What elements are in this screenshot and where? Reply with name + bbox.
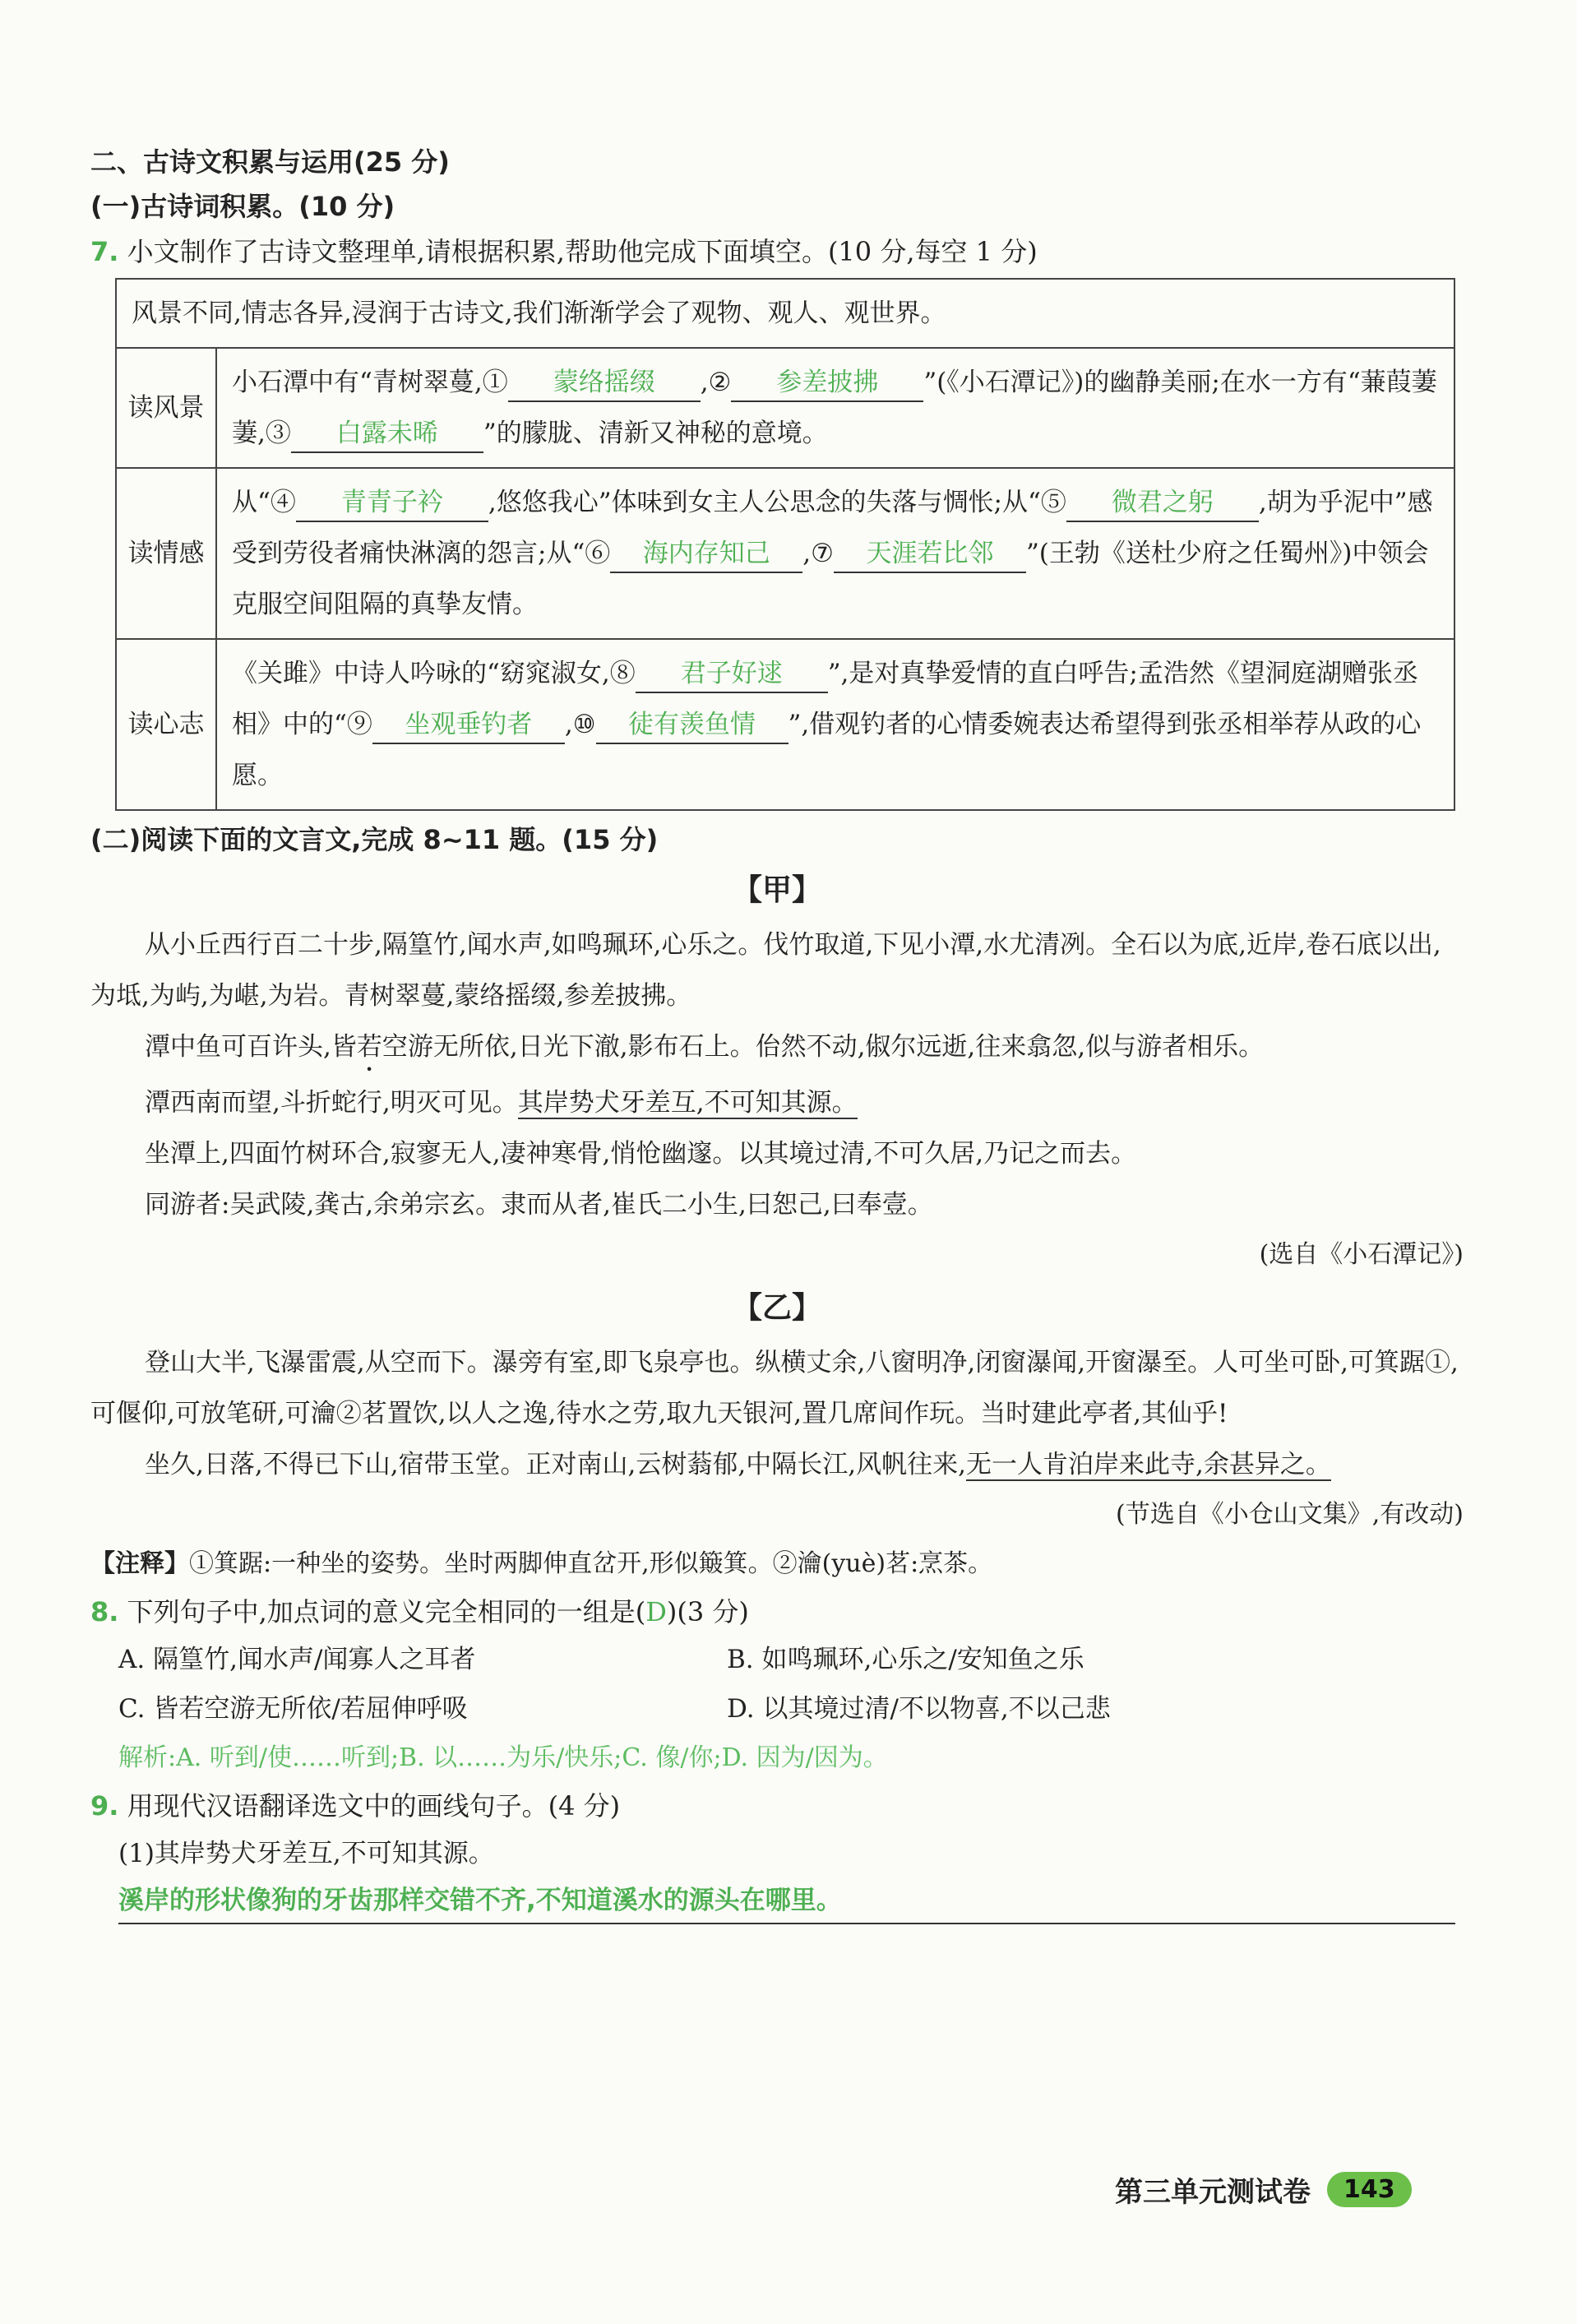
underlined-sentence: 其岸势犬牙差互,不可知其源。 [517,1088,858,1118]
option-d: D. 以其境过清/不以物喜,不以己悲 [727,1694,1111,1724]
option-b: B. 如鸣珮环,心乐之/安知鱼之乐 [727,1645,1084,1674]
jia-paragraph [90,1021,1464,1077]
text: 潭中鱼可百许头,皆 [145,1032,357,1062]
answer-blank: 白露未晞 [291,415,483,453]
passage-yi-title: 【乙】 [732,1291,821,1325]
answer-blank: 君子好逑 [636,655,828,693]
q9-number: 9. [90,1790,119,1822]
part1-title: (一)古诗词积累。(10 分) [90,191,395,222]
text: 坐久,日落,不得已下山,宿带玉堂。正对南山,云树蓊郁,中隔长江,风帆往来, [145,1450,966,1479]
row-text: ,胡为乎泥中”感受到劳役者痛快淋漓的怨言;从“⑥ [232,488,1433,568]
q9-sub1: (1)其岸势犬牙差互,不可知其源。 [118,1839,494,1868]
part2-title: (二)阅读下面的文言文,完成 8~11 题。(15 分) [90,824,659,855]
page-footer [1115,2169,1412,2210]
notes-text: ①箕踞:一种坐的姿势。坐时两脚伸直岔开,形似簸箕。②瀹(yuè)茗:烹茶。 [189,1549,993,1578]
row-text: ”(王勃《送杜少府之任蜀州》)中领会克服空间阻隔的真挚友情。 [232,539,1429,619]
table-intro: 风景不同,情志各异,浸润于古诗文,我们渐渐学会了观物、观人、观世界。 [116,279,1454,348]
q8-options [90,1635,1464,1734]
row-label: 读心志 [116,639,216,810]
row-content [216,639,1454,810]
row-text: ”,借观钓者的心情委婉表达希望得到张丞相举荐从政的心愿。 [232,710,1422,790]
jia-source: (选自《小石潭记》) [1259,1240,1464,1269]
row-text: ”,是对真挚爱情的直白呼告;孟浩然《望洞庭湖赠张丞相》中的“⑨ [232,659,1418,739]
underlined-sentence: 无一人肯泊岸来此寺,余甚异之。 [965,1450,1331,1479]
row-text: ,⑦ [802,539,834,568]
row-text: ,② [700,368,732,397]
table-row [116,639,1454,810]
question-7 [90,229,1464,275]
question-8 [90,1589,1464,1635]
row-text: 《关雎》中诗人吟咏的“窈窕淑女,⑧ [232,659,636,688]
yi-paragraph [90,1439,1464,1490]
jia-paragraph [90,1077,1464,1128]
answer-blank: 坐观垂钓者 [372,706,565,744]
answer-blank: 天涯若比邻 [834,535,1026,573]
q9-text: 用现代汉语翻译选文中的画线句子。(4 分) [127,1790,621,1822]
text: 潭西南而望,斗折蛇行,明灭可见。 [145,1088,518,1118]
question-9 [90,1783,1464,1829]
yi-paragraph: 登山大半,飞瀑雷震,从空而下。瀑旁有室,即飞泉亭也。纵横丈余,八窗明净,闭窗瀑闻,开窗瀑至。人可坐可卧,可箕踞①,可偃仰,可放笔研,可瀹②茗置饮,以人之逸,待水之劳,取九天银河,置几席间作玩。当时建此亭者,其仙乎! [90,1348,1459,1428]
dotted-word: 若 [356,1032,382,1062]
row-label: 读情感 [116,468,216,639]
answer-blank: 海内存知己 [610,535,802,573]
row-text: 从“④ [232,488,296,517]
answer-blank: 青青子衿 [296,484,488,522]
yi-source: (节选自《小仓山文集》,有改动) [1116,1500,1464,1529]
annotations [90,1539,1464,1589]
poetry-table [115,278,1455,811]
table-row [116,468,1454,639]
answer-blank: 蒙络摇缀 [508,364,701,402]
footer-title: 第三单元测试卷 [1115,2176,1311,2209]
row-content [216,348,1454,468]
option-a: A. 隔篁竹,闻水声/闻寡人之耳者 [118,1645,476,1674]
q7-number: 7. [90,236,119,267]
answer-blank: 徒有羡鱼情 [596,706,788,744]
row-content [216,468,1454,639]
q8-analysis: 解析:A. 听到/使……听到;B. 以……为乐/快乐;C. 像/你;D. 因为/因为。 [118,1743,888,1772]
row-text: 小石潭中有“青树翠蔓,① [232,368,508,397]
answer-blank: 微君之躬 [1066,484,1259,522]
row-text: ,悠悠我心”体味到女主人公思念的失落与惆怅;从“⑤ [488,488,1066,517]
q8-text: 下列句子中,加点词的意义完全相同的一组是( [127,1596,646,1627]
row-text: ”的朦胧、清新又神秘的意境。 [483,419,828,448]
text: 空游无所依,日光下澈,影布石上。佁然不动,俶尔远逝,往来翕忽,似与游者相乐。 [382,1032,1265,1062]
q9-answer1: 溪岸的形状像狗的牙齿那样交错不齐,不知道溪水的源头在哪里。 [118,1878,1455,1924]
section-title: 二、古诗文积累与运用(25 分) [90,146,450,178]
option-c: C. 皆若空游无所依/若屈伸呼吸 [118,1694,468,1724]
row-text: ,⑩ [564,710,596,739]
q7-text: 小文制作了古诗文整理单,请根据积累,帮助他完成下面填空。(10 分,每空 1 分) [127,236,1038,267]
jia-paragraph: 从小丘西行百二十步,隔篁竹,闻水声,如鸣珮环,心乐之。伐竹取道,下见小潭,水尤清冽。全石以为底,近岸,卷石底以出,为坻,为屿,为嵁,为岩。青树翠蔓,蒙络摇缀,参差披拂。 [90,930,1441,1011]
passage-jia-title: 【甲】 [732,873,821,907]
jia-paragraph: 坐潭上,四面竹树环合,寂寥无人,凄神寒骨,悄怆幽邃。以其境过清,不可久居,乃记之而去。 [145,1139,1137,1169]
page-number-badge: 143 [1327,2172,1412,2207]
answer-blank: 参差披拂 [731,364,923,402]
jia-paragraph: 同游者:吴武陵,龚古,余弟宗玄。隶而从者,崔氏二小生,曰恕己,曰奉壹。 [145,1190,933,1220]
row-label: 读风景 [116,348,216,468]
q8-text: )(3 分) [666,1596,749,1627]
row-text: ”(《小石潭记》)的幽静美丽;在水一方有“蒹葭萋萋,③ [232,368,1437,448]
q8-answer: D [645,1596,667,1627]
page-content [90,140,1464,1924]
notes-label: 【注释】 [90,1549,189,1578]
q8-number: 8. [90,1596,119,1627]
table-row [116,348,1454,468]
